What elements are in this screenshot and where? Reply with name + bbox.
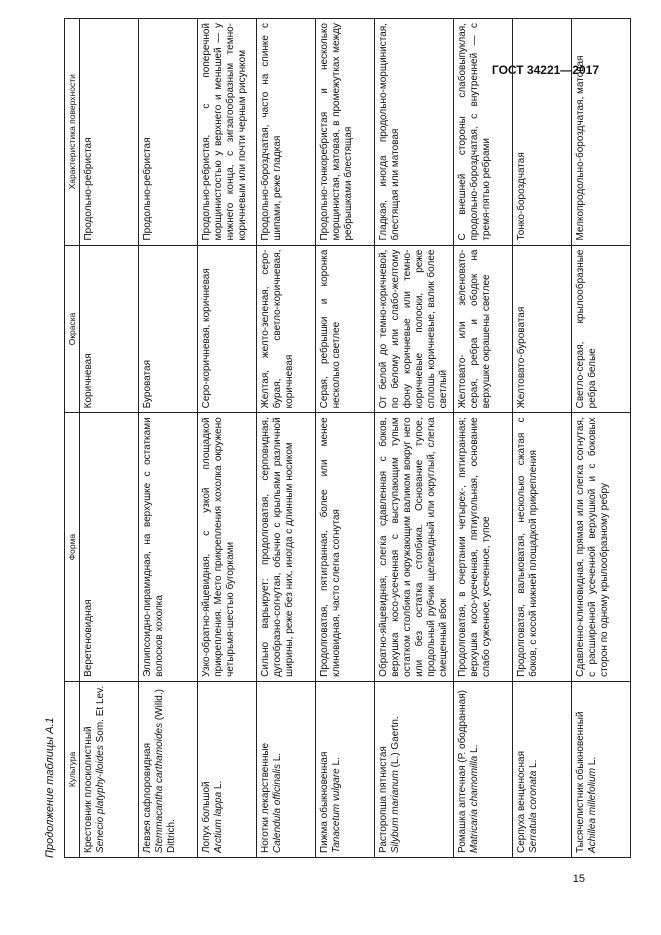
shape-cell: Продолговатая, пятигранная, более или менее клиновидная, часто слегка согнутая [316, 413, 375, 681]
culture-latin-name: Silybum marianum [390, 770, 402, 853]
table-row [198, 19, 257, 858]
shape-cell: Сильно варьирует: продолговатая, серповидная, дугообразно-согнутая, обычно с крыльями различной ширины, реже без них, иногда с длинным носиком [257, 413, 316, 681]
culture-cell [257, 681, 316, 857]
table-row [375, 19, 454, 858]
culture-latin-name: Serratula coronata [528, 770, 540, 853]
shape-cell: Продолговатая, в очертании четырех-, пятигранная; верхушка косо-усеченная, пятиугольная, основание слабо суженное, усеченное, тупое [454, 413, 513, 681]
color-cell: Желтая, желто-зеленая, серо-бурая, светло-коричневая, коричневая [257, 245, 316, 413]
surface-cell: Мелкопродольно-бороздчатая, матовая [572, 19, 631, 246]
culture-author: (Willd.) Dittrich. [154, 689, 178, 853]
culture-name: Ромашка аптечная (Р. ободранная) [457, 690, 469, 853]
culture-author: L. [469, 744, 481, 756]
shape-cell: Узко-обратно-яйцевидная, с узкой площадкой прикрепления. Место прикрепления хохолка окружено четырьмя-шестью бугорками [198, 413, 257, 681]
surface-cell: Тонко-бороздчатая [513, 19, 572, 246]
color-cell: Серая, ребрышки и коронка несколько светлее [316, 245, 375, 413]
culture-name: Лопух большой [201, 781, 213, 853]
column-header-shape: Форма [65, 413, 80, 681]
color-cell: От белой до темно-коричневой, по белому или слабо-желтому фону коричневые или темно-коричневые полоски, реже сплошь коричневые, валик более светлый [375, 245, 454, 413]
color-cell: Желтовато- или зеленовато-серая, ребра и ободок на верхушке окрашены светлее [454, 245, 513, 413]
table-row [257, 19, 316, 858]
culture-name: Ноготки лекарственные [260, 742, 272, 853]
culture-cell [513, 681, 572, 857]
culture-cell [572, 681, 631, 857]
culture-name: Крестовник плосколистный [83, 726, 95, 853]
culture-author: (L.) Gaertn. [390, 716, 402, 771]
culture-latin-name: Tanacetum vulgare [331, 768, 343, 853]
culture-latin-name: Stemmacantha carthamoides [154, 722, 166, 853]
culture-cell [375, 681, 454, 857]
culture-latin-name: Calendula officinalis [272, 764, 284, 853]
culture-cell [139, 681, 198, 857]
rotated-page-content [44, 18, 611, 858]
shape-cell: Продолговатая, вальковатая, несколько сжатая с боков, с косой нижней площадкой прикрепления [513, 413, 572, 681]
surface-cell: Продольно-ребристая [139, 19, 198, 246]
culture-name: Левзея сафлоровидная [142, 743, 154, 853]
page-number: 15 [572, 873, 585, 885]
table-caption: Продолжение таблицы А.1 [44, 717, 56, 858]
table-row [316, 19, 375, 858]
table-row [513, 19, 572, 858]
color-cell: Буроватая [139, 245, 198, 413]
culture-author: L. [587, 756, 599, 768]
culture-latin-name: Senecio platyphy-lloides [95, 745, 107, 853]
document-header: ГОСТ 34221—2017 [491, 63, 599, 77]
culture-author: Som. Et Lev. [95, 685, 107, 746]
table-row [572, 19, 631, 858]
shape-cell: Эллипсоидно-пирамидная, на верхушке с остатками волосков хохолка [139, 413, 198, 681]
shape-cell: Сдавленно-клиновидная, прямая или слегка согнутая, с расширенной усеченной верхушкой и с боковых сторон по одному крылообразному ребру [572, 413, 631, 681]
color-cell: Серо-коричневая, коричневая [198, 245, 257, 413]
color-cell: Светло-серая, крылообразные ребра белые [572, 245, 631, 413]
surface-cell: Продольно-ребристая, с поперечной морщинистостью у верхнего и меньшей — у нижнего конца, с зигзагообразным темно-коричневым или почти черным рисунком [198, 19, 257, 246]
culture-author: L. [272, 752, 284, 765]
surface-cell: Продольно-тонкоребристая и несколько морщинистая, матовая, в промежутках между ребрышками блестящая [316, 19, 375, 246]
color-cell: Коричневая [80, 245, 139, 413]
surface-cell: Продольно-ребристая [80, 19, 139, 246]
table-header-row [65, 19, 80, 858]
culture-cell [198, 681, 257, 857]
column-header-color: Окраска [65, 245, 80, 413]
surface-cell: Продольно-бороздчатая, часто на спинке с шипами, реже гладкая [257, 19, 316, 246]
table-body [80, 19, 631, 858]
culture-name: Серпуха венценосная [516, 750, 528, 853]
column-header-culture: Культура [65, 681, 80, 857]
culture-author: L. [331, 757, 343, 769]
culture-name: Пижма обыкновенная [319, 751, 331, 853]
surface-cell: С внешней стороны слабовыпуклая, продольно-бороздчатая, с внутренней — с тремя-пятью ребрами [454, 19, 513, 246]
culture-cell [316, 681, 375, 857]
color-cell: Желтовато-буроватая [513, 245, 572, 413]
culture-author: L. [213, 780, 225, 792]
table-row [139, 19, 198, 858]
table-row [454, 19, 513, 858]
data-table [64, 18, 631, 858]
shape-cell: Обратно-яйцевидная, слегка сдавленная с боков, верхушка косо-усеченная с выступающим тупым остатком столбика и окружающим валиком вокруг него или без остатка столбика. Основание тупое, продольный рубчик щелевидный или округлый, слегка смещенный вбок [375, 413, 454, 681]
surface-cell: Гладкая, иногда продольно-морщинистая, блестящая или матовая [375, 19, 454, 246]
shape-cell: Веретеновидная [80, 413, 139, 681]
culture-cell [454, 681, 513, 857]
column-header-surface: Характеристика поверхности [65, 19, 80, 246]
culture-author: L. [528, 759, 540, 771]
table-row [80, 19, 139, 858]
culture-cell [80, 681, 139, 857]
culture-latin-name: Matricaria chamomilla [469, 755, 481, 853]
culture-latin-name: Arctium lappa [213, 791, 225, 853]
culture-name: Тысячелистник обыкновенный [575, 711, 587, 853]
culture-latin-name: Achillea millefolium [587, 767, 599, 853]
culture-name: Расторопша пятнистая [378, 746, 390, 853]
